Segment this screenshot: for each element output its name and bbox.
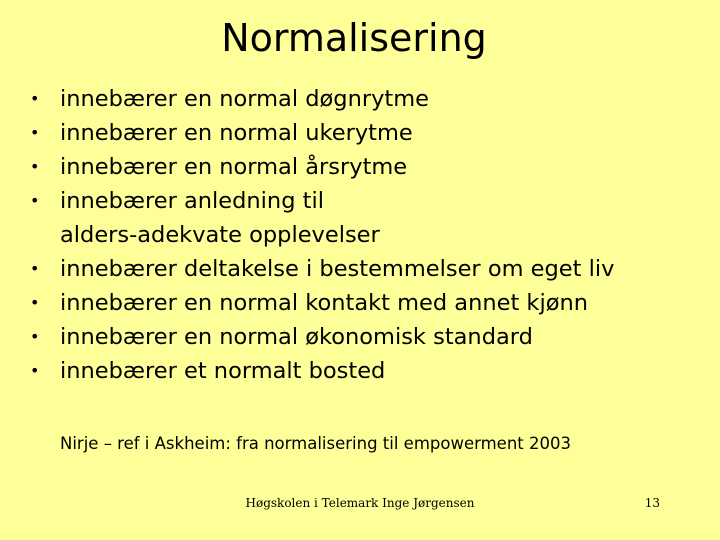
citation-text: Nirje – ref i Askheim: fra normalisering til empowerment 2003 — [60, 434, 571, 453]
list-item — [24, 286, 714, 320]
bullet-text: innebærer anledning til alders-adekvate opplevelser — [60, 188, 380, 248]
bullet-icon: • — [30, 123, 40, 142]
page-number: 13 — [644, 496, 660, 510]
bullet-icon: • — [30, 327, 40, 346]
bullet-text: innebærer en normal kontakt med annet kjønn — [60, 290, 588, 316]
list-item — [24, 354, 714, 388]
slide-footer: Høgskolen i Telemark Inge Jørgensen — [245, 496, 475, 510]
list-item — [24, 252, 714, 286]
bullet-text: innebærer en normal økonomisk standard — [60, 324, 533, 350]
bullet-icon: • — [30, 157, 40, 176]
bullet-text: innebærer en normal døgnrytme — [60, 86, 429, 112]
bullet-text: innebærer et normalt bosted — [60, 358, 386, 384]
list-item — [24, 184, 714, 252]
bullet-text: innebærer deltakelse i bestemmelser om eget liv — [60, 256, 615, 282]
bullet-icon: • — [30, 89, 40, 108]
bullet-icon: • — [30, 361, 40, 380]
list-item — [24, 116, 714, 150]
bullet-icon: • — [30, 293, 40, 312]
list-item — [24, 150, 714, 184]
bullet-icon: • — [30, 259, 40, 278]
bullet-text: innebærer en normal årsrytme — [60, 154, 408, 180]
bullet-text: innebærer en normal ukerytme — [60, 120, 413, 146]
slide-title: Normalisering — [221, 16, 487, 60]
bullet-list — [24, 82, 714, 388]
bullet-icon: • — [30, 191, 40, 210]
list-item — [24, 320, 714, 354]
list-item — [24, 82, 714, 116]
